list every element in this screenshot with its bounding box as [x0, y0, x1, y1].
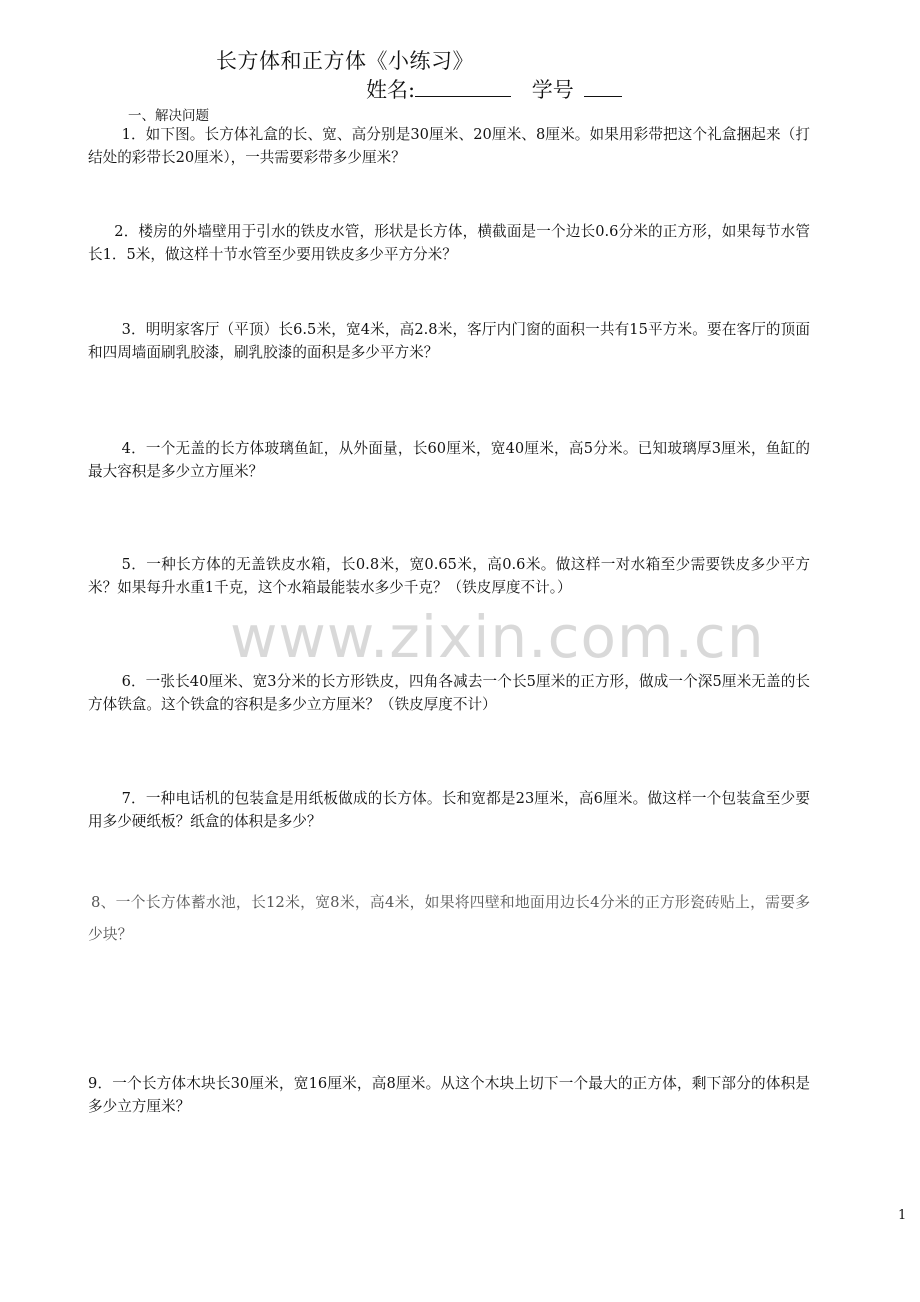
student-info-line	[366, 74, 622, 104]
number-label: 学号	[531, 78, 574, 102]
question-9: 9．一个长方体木块长30厘米，宽16厘米，高8厘米。从这个木块上切下一个最大的正方体，剩下部分的体积是多少立方厘米？	[88, 1075, 810, 1115]
question-5: 5．一种长方体的无盖铁皮水箱，长0.8米，宽0.65米，高0.6米。做这样一对水箱至少需要铁皮多少平方米？如果每升水重1千克，这个水箱最能装水多少千克？（铁皮厚度不计。）	[88, 556, 810, 596]
name-label: 姓名:	[366, 78, 416, 102]
number-blank	[584, 76, 622, 97]
question-3: 3．明明家客厅（平顶）长6.5米，宽4米，高2.8米，客厅内门窗的面积一共有15平方米。要在客厅的顶面和四周墙面刷乳胶漆，刷乳胶漆的面积是多少平方米？	[88, 321, 810, 361]
page-number: 1	[898, 1208, 907, 1223]
question-4: 4．一个无盖的长方体玻璃鱼缸，从外面量，长60厘米，宽40厘米，高5分米。已知玻璃厚3厘米，鱼缸的最大容积是多少立方厘米？	[88, 440, 810, 480]
question-7: 7．一种电话机的包装盒是用纸板做成的长方体。长和宽都是23厘米，高6厘米。做这样一个包装盒至少要用多少硬纸板？纸盒的体积是多少？	[88, 790, 810, 830]
page-title: 长方体和正方体《小练习》	[216, 49, 474, 73]
question-1: 1．如下图。长方体礼盒的长、宽、高分别是30厘米、20厘米、8厘米。如果用彩带把这个礼盒捆起来（打结处的彩带长20厘米），一共需要彩带多少厘米？	[88, 126, 810, 166]
name-blank	[415, 76, 511, 97]
section-heading: 一、解决问题	[128, 108, 209, 124]
question-8: 8、一个长方体蓄水池，长12米，宽8米，高4米，如果将四壁和地面用边长4分米的正方形瓷砖贴上，需要多少块？	[88, 894, 810, 943]
watermark: www.zixin.com.cn	[230, 603, 765, 671]
question-6: 6．一张长40厘米、宽3分米的长方形铁皮，四角各减去一个长5厘米的正方形，做成一个深5厘米无盖的长方体铁盒。这个铁盒的容积是多少立方厘米？（铁皮厚度不计）	[88, 673, 810, 713]
question-2: 2．楼房的外墙壁用于引水的铁皮水管，形状是长方体，横截面是一个边长0.6分米的正方形，如果每节水管长1．5米，做这样十节水管至少要用铁皮多少平方分米？	[88, 223, 810, 263]
